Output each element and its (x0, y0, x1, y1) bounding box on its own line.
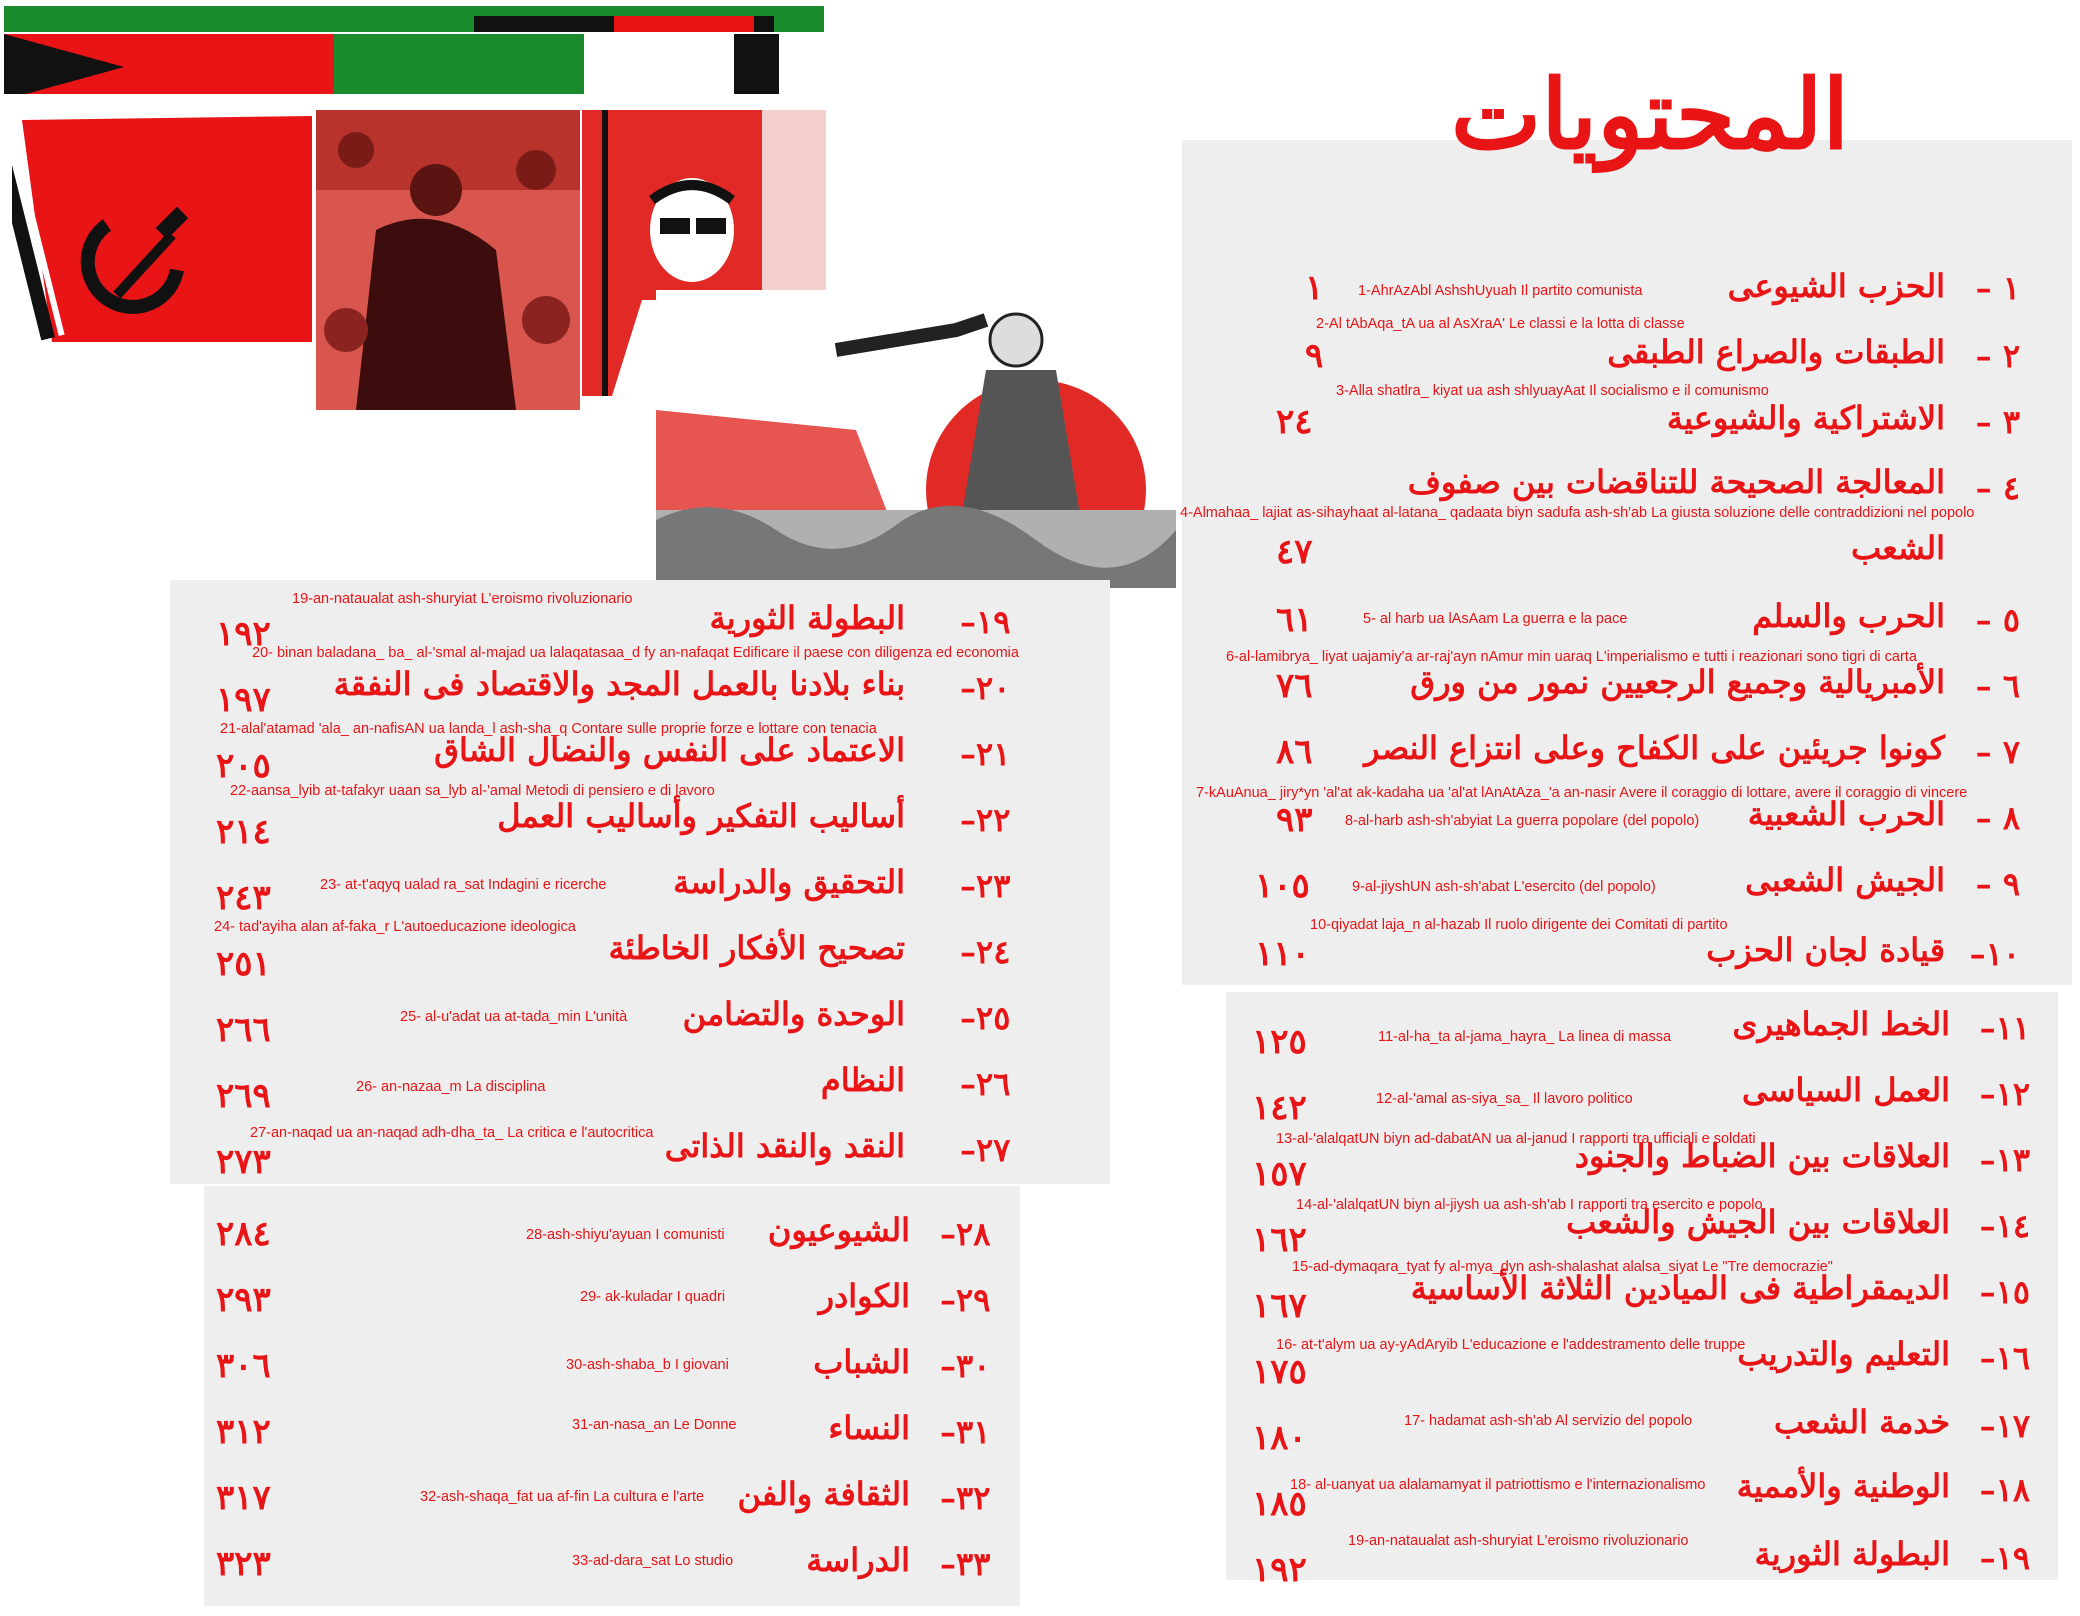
entry-transliteration: 20- binan baladana_ ba_ al-'smal al-majad ua lalaqatasaa_d fy an-nafaqat Edificare il paese con diligenza ed economia (252, 645, 1019, 661)
entry-title: الاعتماد على النفس والنضال الشاق (434, 731, 905, 769)
entry-transliteration: 16- at-t'alym ua ay-yAdAryib L'educazione e l'addestramento delle truppe (1276, 1337, 1746, 1353)
entry-number: ٣ – (1975, 403, 2020, 441)
entry-title: النساء (828, 1409, 910, 1447)
entry-page: ٦١ (1276, 600, 1313, 640)
entry-page: ١٨٥ (1252, 1484, 1307, 1524)
entry-number: ١٩– (1979, 1539, 2030, 1577)
entry-title-continued: الشعب (1850, 529, 1945, 567)
entry-transliteration: 31-an-nasa_an Le Donne (572, 1417, 737, 1433)
entry-title: النقد والنقد الذاتى (664, 1127, 905, 1165)
entry-transliteration: 4-Almahaa_ lajiat as-sihayhaat al-latana_ qadaata biyn sadufa ash-sh'ab La giusta soluzione delle contraddizioni nel popolo (1180, 505, 1975, 521)
entry-number: ١٧– (1979, 1407, 2030, 1445)
entry-title: قيادة لجان الحزب (1706, 931, 1945, 969)
entry-title: الطبقات والصراع الطبقى (1607, 333, 1945, 371)
entry-page: ٢٤ (1276, 402, 1313, 442)
entry-page: ٢٥١ (216, 944, 271, 984)
entry-number: ١٤– (1979, 1207, 2030, 1245)
entry-title: كونوا جريئين على الكفاح وعلى انتزاع النصر (1364, 729, 1945, 767)
red-flag-image (12, 110, 312, 342)
entry-number: ١ – (1975, 269, 2020, 307)
entry-title: الأمبريالية وجميع الرجعيين نمور من ورق (1410, 663, 1945, 701)
entry-transliteration: 30-ash-shaba_b I giovani (566, 1357, 729, 1373)
entry-number: ٣١– (940, 1413, 991, 1451)
entry-transliteration: 9-al-jiyshUN ash-sh'abat L'esercito (del popolo) (1352, 879, 1656, 895)
entry-title: العمل السياسى (1741, 1071, 1950, 1109)
entry-transliteration: 32-ash-shaqa_fat ua af-fin La cultura e l'arte (420, 1489, 705, 1505)
entry-title: النظام (820, 1061, 905, 1099)
entry-page: ٢٦٩ (216, 1076, 271, 1116)
entry-transliteration: 2-Al tAbAqa_tA ua al AsXraA' Le classi e la lotta di classe (1316, 316, 1685, 332)
entry-transliteration: 25- al-u'adat ua at-tada_min L'unità (400, 1009, 628, 1025)
entry-transliteration: 22-aansa_lyib at-tafakyr uaan sa_lyb al-'amal Metodi di pensiero e di lavoro (230, 783, 715, 799)
entry-number: ١٥– (1979, 1273, 2030, 1311)
entry-page: ١ (1305, 268, 1324, 308)
entry-title: الكوادر (818, 1277, 910, 1315)
entry-title: خدمة الشعب (1773, 1403, 1950, 1441)
entry-number: ٥ – (1975, 601, 2020, 639)
entry-title: الحزب الشيوعى (1727, 267, 1945, 305)
entry-number: ٣٢– (940, 1479, 991, 1517)
entry-transliteration: 1-AhrAzAbl AshshUyuah Il partito comunista (1358, 283, 1643, 299)
entry-number: ١١– (1979, 1009, 2030, 1047)
entry-page: ١٥٧ (1252, 1154, 1307, 1194)
entry-title: الحرب والسلم (1752, 597, 1945, 635)
entry-transliteration: 28-ash-shiyu'ayuan I comunisti (526, 1227, 725, 1243)
entry-transliteration: 33-ad-dara_sat Lo studio (572, 1553, 734, 1569)
entry-number: ٤ – (1975, 469, 2020, 507)
entry-number: ١٩– (960, 603, 1011, 641)
entry-number: ٢١– (960, 735, 1011, 773)
entry-transliteration: 21-alal'atamad 'ala_ an-nafisAN ua landa_l ash-sha_q Contare sulle proprie forze e lottare con tenacia (220, 721, 877, 737)
entry-number: ٢٥– (960, 999, 1011, 1037)
entry-page: ٢٨٤ (216, 1214, 271, 1254)
flags-banner (4, 4, 824, 100)
entry-title: التعليم والتدريب (1737, 1335, 1950, 1373)
entry-page: ١٢٥ (1252, 1022, 1307, 1062)
entry-number: ٢٧– (960, 1131, 1011, 1169)
entry-transliteration: 19-an-nataualat ash-shuryiat L'eroismo rivoluzionario (292, 591, 633, 607)
entry-title: بناء بلادنا بالعمل المجد والاقتصاد فى النفقة (333, 665, 905, 703)
entry-title: الوطنية والأممية (1736, 1467, 1950, 1505)
entry-title: العلاقات بين الجيش والشعب (1566, 1203, 1950, 1241)
entry-page: ١٩٢ (1252, 1550, 1307, 1590)
entry-title: الاشتراكية والشيوعية (1666, 399, 1945, 437)
entry-title: الدراسة (806, 1541, 910, 1579)
entry-number: ٣٠– (940, 1347, 991, 1385)
entry-transliteration: 23- at-t'aqyq ualad ra_sat Indagini e ricerche (320, 877, 607, 893)
entry-number: ٢٤– (960, 933, 1011, 971)
entry-number: ٢٦– (960, 1065, 1011, 1103)
entry-transliteration: 15-ad-dymaqara_tyat fy al-mya_dyn ash-shalashat alalsa_siyat Le "Tre democrazie" (1292, 1259, 1833, 1275)
entry-number: ٢ – (1975, 337, 2020, 375)
entry-title: الشيوعيون (767, 1211, 910, 1249)
crowd-photo (316, 110, 580, 410)
entry-number: ١٢– (1979, 1075, 2030, 1113)
entry-page: ٣١٧ (216, 1478, 271, 1518)
entry-page: ١٨٠ (1252, 1418, 1307, 1458)
entry-page: ٢٤٣ (216, 878, 271, 918)
entry-title: الجيش الشعبى (1745, 861, 1945, 899)
entry-title: البطولة الثورية (709, 599, 905, 637)
entry-transliteration: 24- tad'ayiha alan af-faka_r L'autoeducazione ideologica (214, 919, 576, 935)
entry-page: ٤٧ (1276, 532, 1313, 572)
entry-number: ١٠– (1969, 935, 2020, 973)
entry-title: البطولة الثورية (1754, 1535, 1950, 1573)
entry-title: الحرب الشعبية (1747, 795, 1945, 833)
entry-transliteration: 26- an-nazaa_m La disciplina (356, 1079, 546, 1095)
entry-transliteration: 10-qiyadat laja_n al-hazab Il ruolo dirigente dei Comitati di partito (1310, 917, 1728, 933)
entry-transliteration: 17- hadamat ash-sh'ab Al servizio del popolo (1404, 1413, 1693, 1429)
entry-number: ١٨– (1979, 1471, 2030, 1509)
entry-number: ١٣– (1979, 1141, 2030, 1179)
entry-page: ٩ (1305, 336, 1324, 376)
entry-transliteration: 12-al-'amal as-siya_sa_ Il lavoro politico (1376, 1091, 1633, 1107)
entry-number: ٦ – (1975, 667, 2020, 705)
entry-page: ١٤٢ (1252, 1088, 1307, 1128)
entry-transliteration: 11-al-ha_ta al-jama_hayra_ La linea di massa (1378, 1029, 1672, 1045)
entry-title: الديمقراطية فى الميادين الثلاثة الأساسية (1410, 1269, 1950, 1307)
entry-transliteration: 14-al-'alalqatUN biyn al-jiysh ua ash-sh'ab I rapporti tra esercito e popolo (1296, 1197, 1763, 1213)
entry-page: ١٠٥ (1255, 866, 1310, 906)
entry-page: ٣٠٦ (216, 1346, 271, 1386)
entry-transliteration: 5- al harb ua lAsAam La guerra e la pace (1363, 611, 1628, 627)
entry-page: ٢١٤ (216, 812, 271, 852)
entry-transliteration: 6-al-lamibrya_ liyat uajamiy'a ar-raj'ayn nAmur min uaraq L'imperialismo e tutti i reazionari sono tigri di carta (1226, 649, 1917, 665)
entry-page: ٣١٢ (216, 1412, 271, 1452)
entry-page: ٩٣ (1276, 800, 1313, 840)
entry-transliteration: 7-kAuAnua_ jiry*yn 'al'at ak-kadaha ua 'al'at lAnAtAza_'a an-nasir Avere il coraggio di lottare, avere il coraggio di vincere (1196, 785, 1968, 801)
entry-title: التحقيق والدراسة (673, 863, 905, 901)
entry-title: المعالجة الصحيحة للتناقضات بين صفوف (1407, 463, 1945, 501)
entry-number: ٢٢– (960, 801, 1011, 839)
entry-title: أساليب التفكير وأساليب العمل (497, 797, 905, 835)
entry-number: ٢٨– (940, 1215, 991, 1253)
entry-title: العلاقات بين الضباط والجنود (1574, 1137, 1950, 1175)
page-title: المحتويات (1450, 58, 1850, 171)
entry-number: ١٦– (1979, 1339, 2030, 1377)
entry-page: ٧٦ (1276, 666, 1313, 706)
entry-page: ١٦٢ (1252, 1220, 1307, 1260)
entry-title: الثقافة والفن (737, 1475, 910, 1513)
entry-transliteration: 27-an-naqad ua an-naqad adh-dha_ta_ La critica e l'autocritica (250, 1125, 654, 1141)
entry-page: ٣٢٣ (216, 1544, 271, 1584)
entry-number: ٢٩– (940, 1281, 991, 1319)
entry-title: تصحيح الأفكار الخاطئة (608, 929, 905, 967)
entry-number: ٢٣– (960, 867, 1011, 905)
entry-page: ١٩٢ (216, 614, 271, 654)
entry-transliteration: 19-an-nataualat ash-shuryiat L'eroismo rivoluzionario (1348, 1533, 1689, 1549)
entry-page: ٨٦ (1276, 732, 1313, 772)
entry-page: ٢٧٣ (216, 1142, 271, 1182)
entry-transliteration: 29- ak-kuladar I quadri (580, 1289, 726, 1305)
entry-page: ٢٩٣ (216, 1280, 271, 1320)
entry-number: ٨ – (1975, 799, 2020, 837)
entry-title: الشباب (813, 1343, 910, 1381)
entry-page: ٢٦٦ (216, 1010, 271, 1050)
propaganda-poster-image (656, 290, 1176, 588)
entry-page: ١٩٧ (216, 680, 271, 720)
entry-page: ١٧٥ (1252, 1352, 1307, 1392)
entry-number: ٢٠– (960, 669, 1011, 707)
entry-number: ٣٣– (940, 1545, 991, 1583)
entry-number: ٩ – (1975, 865, 2020, 903)
entry-transliteration: 8-al-harb ash-sh'abyiat La guerra popolare (del popolo) (1345, 813, 1700, 829)
entry-title: الخط الجماهيرى (1732, 1005, 1950, 1043)
entry-page: ٢٠٥ (216, 746, 271, 786)
entry-transliteration: 3-Alla shatlra_ kiyat ua ash shlyuayAat Il socialismo e il comunismo (1336, 383, 1769, 399)
entry-title: الوحدة والتضامن (682, 995, 905, 1033)
entry-page: ١٦٧ (1252, 1286, 1307, 1326)
entry-transliteration: 13-al-'alalqatUN biyn ad-dabatAN ua al-janud I rapporti tra ufficiali e soldati (1276, 1131, 1756, 1147)
entry-number: ٧ – (1975, 733, 2020, 771)
entry-transliteration: 18- al-uanyat ua alalamamyat il patriottismo e l'internazionalismo (1290, 1477, 1706, 1493)
entry-page: ١١٠ (1255, 934, 1310, 974)
